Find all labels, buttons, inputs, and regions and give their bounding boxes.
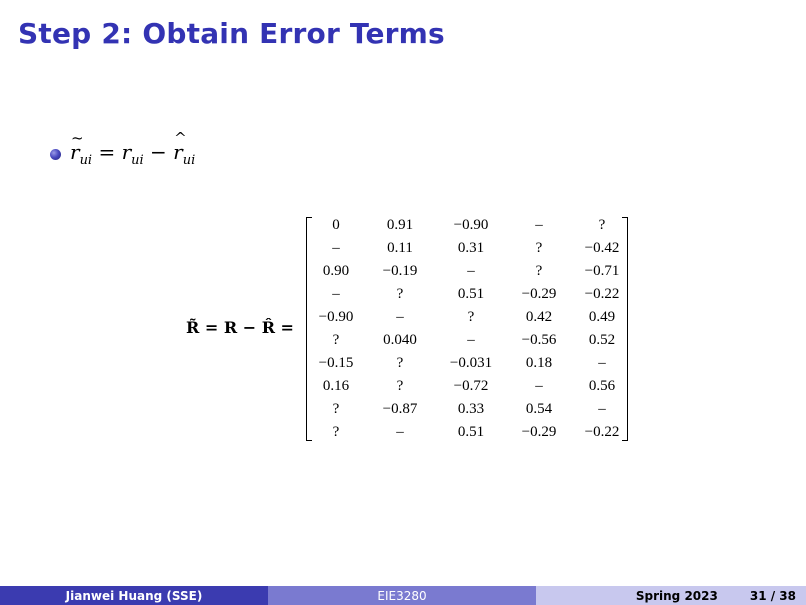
matrix-cell: 0.11 (387, 240, 413, 256)
matrix-cell: ? (396, 378, 404, 394)
matrix-cell: 0.51 (457, 424, 485, 440)
r-hat-var: ^ r (173, 129, 187, 164)
matrix-cell: −0.90 (318, 309, 354, 325)
matrix-row (315, 260, 625, 283)
matrix-row (315, 306, 625, 329)
error-formula: ~ $r_{ui} = r_{ui}$ − ^ $r_{ui}$ (70, 129, 196, 168)
matrix-cell: ? (535, 263, 543, 279)
matrix-cell: 0.33 (457, 401, 485, 417)
matrix-cell: −0.22 (584, 424, 620, 440)
matrix-cell: – (467, 263, 475, 279)
matrix-cell: 0.52 (588, 332, 616, 348)
matrix-cell: ? (467, 309, 475, 325)
bullet-icon (50, 149, 61, 160)
matrix-cell: – (332, 286, 340, 302)
matrix-cell: – (535, 378, 543, 394)
error-matrix (306, 214, 628, 444)
matrix-row (315, 375, 625, 398)
matrix-cell: – (467, 332, 475, 348)
matrix-cell: −0.42 (584, 240, 620, 256)
footer-author: Jianwei Huang (SSE) (0, 586, 268, 605)
matrix-cell: 0.91 (386, 217, 414, 233)
footer-bar (0, 586, 806, 605)
matrix-row (315, 421, 625, 444)
matrix-cell: −0.22 (584, 286, 620, 302)
matrix-cell: 0.54 (525, 401, 553, 417)
matrix-cell: – (396, 309, 404, 325)
matrix-cell: – (535, 217, 543, 233)
matrix-row (315, 283, 625, 306)
matrix-cell: ? (535, 240, 543, 256)
matrix-cell: ? (396, 355, 404, 371)
matrix-cell: ? (396, 286, 404, 302)
matrix-cell: −0.87 (382, 401, 418, 417)
matrix-row (315, 214, 625, 237)
matrix-cell: 0.90 (322, 263, 350, 279)
matrix-cell: −0.19 (382, 263, 418, 279)
matrix-cell: 0.040 (383, 332, 417, 348)
matrix-cell: ? (332, 332, 340, 348)
footer-course: EIE3280 (268, 586, 536, 605)
matrix-equation-lhs: R̃ = R − R̂ = (186, 318, 294, 337)
slide-title: Step 2: Obtain Error Terms (18, 17, 445, 50)
matrix-cell: 0.18 (525, 355, 553, 371)
matrix-cell: 0.49 (588, 309, 616, 325)
error-matrix-table (315, 214, 625, 444)
matrix-cell: 0 (332, 217, 340, 233)
matrix-cell: 0.31 (457, 240, 485, 256)
matrix-cell: – (396, 424, 404, 440)
matrix-row (315, 329, 625, 352)
matrix-cell: −0.29 (521, 286, 557, 302)
matrix-cell: −0.90 (453, 217, 489, 233)
matrix-cell: ? (598, 217, 606, 233)
matrix-row (315, 398, 625, 421)
matrix-row (315, 352, 625, 375)
matrix-cell: – (332, 240, 340, 256)
left-bracket (306, 217, 312, 441)
matrix-cell: – (598, 401, 606, 417)
matrix-cell: −0.15 (318, 355, 354, 371)
footer-term: Spring 2023 (635, 588, 718, 603)
matrix-cell: 0.51 (457, 286, 485, 302)
footer-info (536, 586, 806, 605)
matrix-cell: ? (332, 424, 340, 440)
matrix-cell: 0.42 (525, 309, 553, 325)
matrix-row (315, 237, 625, 260)
matrix-cell: −0.29 (521, 424, 557, 440)
r-tilde-var: ~ r (70, 129, 84, 164)
matrix-cell: −0.031 (449, 355, 493, 371)
matrix-cell: ? (332, 401, 340, 417)
matrix-cell: – (598, 355, 606, 371)
matrix-cell: −0.56 (521, 332, 557, 348)
matrix-cell: 0.56 (588, 378, 616, 394)
footer-page-number: 31 / 38 (749, 588, 796, 603)
matrix-cell: −0.71 (584, 263, 620, 279)
matrix-cell: −0.72 (453, 378, 489, 394)
matrix-cell: 0.16 (322, 378, 350, 394)
